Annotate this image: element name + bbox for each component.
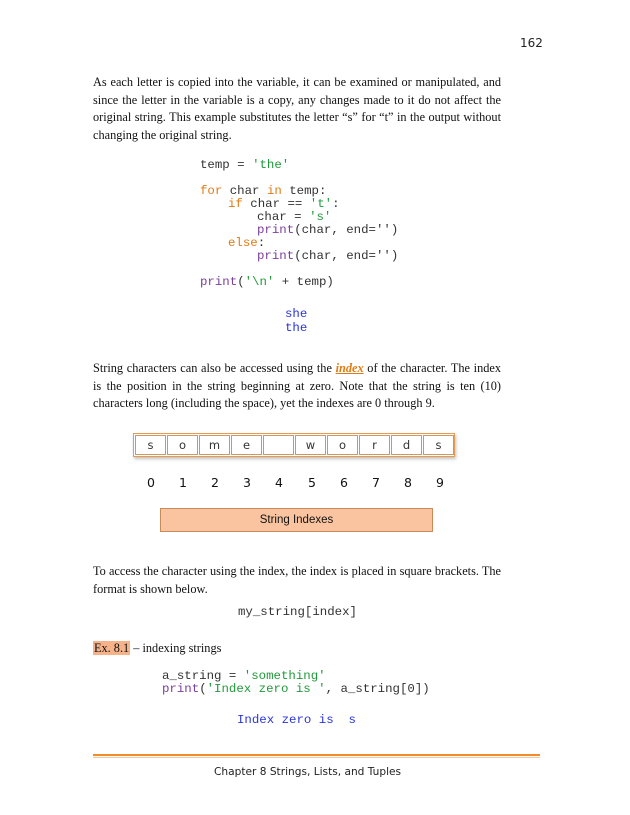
- string-cell: o: [167, 435, 198, 455]
- code-line-4: char = 's': [257, 210, 332, 224]
- output-line-1: she: [285, 307, 308, 321]
- index-number: 1: [179, 475, 187, 490]
- index-number: 3: [243, 475, 251, 490]
- code-line-6: else:: [228, 236, 266, 250]
- code-line-8: print('\n' + temp): [200, 275, 334, 289]
- index-number: 7: [372, 475, 380, 490]
- index-term-link[interactable]: index: [335, 361, 364, 375]
- code-line-7: print(char, end=''): [257, 249, 399, 263]
- string-cell: r: [359, 435, 390, 455]
- string-cells: [133, 433, 455, 457]
- example-code-line-2: print('Index zero is ', a_string[0]): [162, 682, 430, 696]
- index-number: 0: [147, 475, 155, 490]
- footer-divider-shadow: [93, 757, 540, 758]
- footer-divider: [93, 754, 540, 756]
- index-number: 8: [404, 475, 412, 490]
- example-code-line-1: a_string = 'something': [162, 669, 326, 683]
- string-cell: s: [423, 435, 454, 455]
- string-cell: w: [295, 435, 326, 455]
- paragraph-intro: As each letter is copied into the variable, it can be examined or manipulated, and since the letter in the variable is a copy, any changes made to it do not affect the original string. This example substitutes the letter “s” for “t” in the output without changing the original string.: [93, 75, 501, 142]
- index-number: 2: [211, 475, 219, 490]
- code-line-3: if char == 't':: [228, 197, 340, 211]
- diagram-caption: String Indexes: [160, 508, 433, 532]
- string-cell: s: [135, 435, 166, 455]
- example-heading: Ex. 8.1 – indexing strings: [94, 641, 222, 655]
- example-label: Ex. 8.1: [94, 641, 130, 655]
- string-cell: e: [231, 435, 262, 455]
- index-number: 6: [340, 475, 348, 490]
- output-line-2: the: [285, 321, 308, 335]
- index-number: 5: [308, 475, 316, 490]
- example-output: Index zero is s: [237, 713, 356, 727]
- paragraph-index: String characters can also be accessed using the index of the character. The index is the position in the string beginning at zero. Note that the string is ten (10) characters long (including the space), yet the indexes are 0 through 9.: [93, 361, 501, 411]
- paragraph-access: To access the character using the index, the index is placed in square brackets. The format is shown below.: [93, 564, 501, 596]
- code-line-2: for char in temp:: [200, 184, 327, 198]
- string-cell: [263, 435, 294, 455]
- string-cell: m: [199, 435, 230, 455]
- page-number: 162: [520, 36, 543, 50]
- string-cell: d: [391, 435, 422, 455]
- code-line-1: temp = 'the': [200, 158, 290, 172]
- format-line: my_string[index]: [238, 605, 357, 619]
- index-number: 4: [275, 475, 283, 490]
- string-cell: o: [327, 435, 358, 455]
- index-number: 9: [436, 475, 444, 490]
- code-line-5: print(char, end=''): [257, 223, 399, 237]
- chapter-footer: Chapter 8 Strings, Lists, and Tuples: [214, 766, 402, 778]
